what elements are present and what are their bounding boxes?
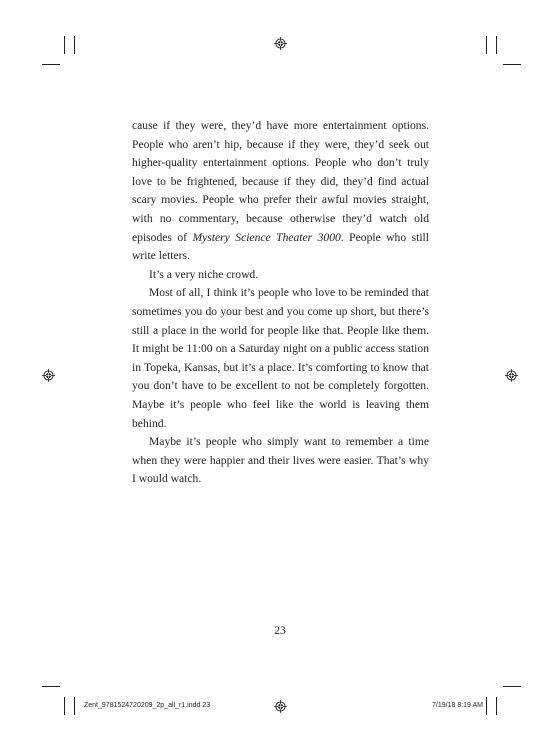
crop-mark <box>486 697 487 715</box>
paragraph: Maybe it’s people who simply want to remember a time when they were happier and their lives were easier. That’s why I would watch. <box>132 435 429 486</box>
paragraph: Most of all, I think it’s people who love to be reminded that sometimes you do your best and you come up short, but there’s still a place in the world for people like that. People like them. It might be 11:00 on a Saturday night on a public access station in Topeka, Kansas, but it’s a place. It’s comforting to know that you don’t have to be excellent to not be completely forgotten. Maybe it’s people who feel like the world is leaving them behind. <box>132 286 429 430</box>
crop-mark <box>74 697 75 715</box>
slug-filename: Zent_9781524720209_2p_all_r1.indd 23 <box>84 702 211 709</box>
crop-mark <box>503 64 521 65</box>
paragraph-text: . People who still write letters. <box>132 230 429 263</box>
paragraph-text: cause if they were, they’d have more entertainment options. People who aren’t hip, because if they were, they’d seek out higher-quality entertainment options. People who don’t truly love to be frightened, because if they did, they’d find actual scary movies. People who prefer their awful movies straight, with no commentary, because otherwise they’d watch old episodes of <box>132 119 429 244</box>
crop-mark <box>74 36 75 54</box>
paragraph <box>132 117 429 266</box>
crop-mark <box>486 36 487 54</box>
registration-mark-icon <box>42 369 55 382</box>
slug-timestamp: 7/19/18 8:19 AM <box>432 702 483 709</box>
registration-mark-icon <box>505 369 518 382</box>
show-title: Mystery Science Theater 3000 <box>192 230 341 244</box>
crop-mark <box>42 686 60 687</box>
body-text <box>132 117 429 489</box>
crop-mark <box>64 697 65 715</box>
crop-mark <box>64 36 65 54</box>
registration-mark-icon <box>274 37 287 50</box>
registration-mark-icon <box>274 700 287 713</box>
crop-mark <box>496 36 497 54</box>
crop-mark <box>503 686 521 687</box>
page-number: 23 <box>274 625 286 637</box>
crop-mark <box>42 64 60 65</box>
crop-mark <box>496 697 497 715</box>
paragraph: It’s a very niche crowd. <box>149 267 259 281</box>
